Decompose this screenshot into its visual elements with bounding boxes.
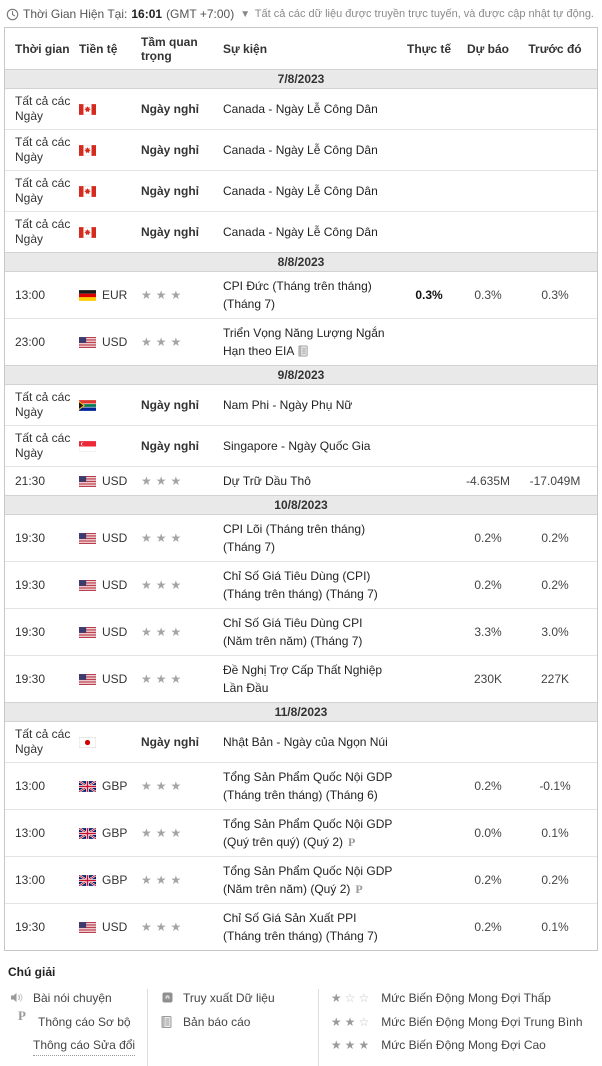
legend-item-speech	[10, 991, 137, 1007]
event-time: 13:00	[15, 287, 46, 302]
us-flag-icon	[79, 674, 96, 685]
legend-item-medium-volatility	[331, 1015, 584, 1031]
actual-value: 0.3%	[415, 288, 443, 302]
previous-value: 0.2%	[541, 578, 569, 592]
forecast-value: -4.635M	[465, 474, 511, 488]
event-currency-cell	[79, 873, 141, 887]
event-row	[5, 515, 597, 561]
event-importance	[141, 474, 223, 488]
event-cell	[223, 567, 401, 603]
preliminary-icon: P	[18, 1007, 26, 1023]
importance-stars-icon: ★★★	[141, 920, 186, 934]
event-row	[5, 762, 597, 809]
event-currency-cell	[79, 737, 141, 748]
previous-value: 0.2%	[541, 531, 569, 545]
currency-code: USD	[102, 335, 128, 349]
col-header-currency: Tiền tệ	[79, 42, 118, 56]
event-importance	[141, 531, 223, 545]
table-header-row	[5, 28, 597, 69]
table-body	[5, 69, 597, 950]
us-flag-icon	[79, 476, 96, 487]
event-time: 19:30	[15, 577, 46, 592]
timezone-label: (GMT +7:00)	[166, 7, 235, 21]
legend-label: Bài nói chuyện	[33, 991, 112, 1005]
event-row	[5, 856, 597, 903]
legend-item-high-volatility	[331, 1038, 584, 1054]
event-importance	[141, 184, 223, 198]
event-time: Tất cả các Ngày	[15, 176, 71, 205]
event-currency-cell	[79, 578, 141, 592]
event-name[interactable]: Nam Phi - Ngày Phụ Nữ	[223, 398, 353, 412]
event-importance	[141, 143, 223, 157]
three-star-icon: ★★★	[330, 1038, 373, 1053]
event-importance	[141, 439, 223, 453]
forecast-value: 0.2%	[474, 779, 502, 793]
event-row	[5, 211, 597, 252]
economic-calendar-table	[4, 27, 598, 951]
current-time-label: Thời Gian Hiện Tại:	[23, 7, 128, 21]
one-star-icon: ★☆☆	[330, 991, 373, 1005]
event-currency-cell	[79, 186, 141, 197]
event-row	[5, 608, 597, 655]
forecast-value: 0.2%	[474, 920, 502, 934]
currency-code: USD	[102, 920, 128, 934]
event-importance	[141, 625, 223, 639]
importance-stars-icon: ★★★	[141, 873, 186, 887]
currency-code: GBP	[102, 779, 128, 793]
previous-value: 0.1%	[541, 826, 569, 840]
event-cell	[223, 614, 401, 650]
speaker-icon	[10, 991, 24, 1003]
importance-stars-icon: ★★★	[141, 531, 186, 545]
legend-item-data-retrieval	[160, 991, 308, 1007]
event-name[interactable]: Nhật Bản - Ngày của Ngọn Núi	[223, 735, 388, 749]
forecast-value: 0.2%	[474, 873, 502, 887]
data-status-text: Tất cả các dữ liệu được truyền trực tuyến, và được cập nhật tự động.	[254, 8, 594, 20]
event-importance	[141, 102, 223, 116]
event-cell	[223, 472, 401, 490]
event-importance	[141, 225, 223, 239]
holiday-label: Ngày nghỉ	[141, 439, 200, 453]
event-time: 19:30	[15, 624, 46, 639]
col-header-actual: Thực tế	[406, 42, 452, 56]
event-currency-cell	[79, 826, 141, 840]
legend-label: Mức Biến Động Mong Đợi Trung Bình	[381, 1014, 583, 1029]
event-currency-cell	[79, 400, 141, 411]
event-row	[5, 89, 597, 129]
legend	[8, 965, 594, 1066]
event-row	[5, 809, 597, 856]
event-time: Tất cả các Ngày	[15, 431, 71, 460]
legend-title: Chú giải	[8, 965, 56, 979]
previous-value: 227K	[540, 672, 570, 686]
event-currency-cell	[79, 474, 141, 488]
event-name[interactable]: Chỉ Số Giá Tiêu Dùng (CPI) (Tháng trên tháng) (Tháng 7)	[223, 569, 378, 601]
event-name[interactable]: Canada - Ngày Lễ Công Dân	[223, 102, 378, 116]
event-currency-cell	[79, 672, 141, 686]
event-importance	[141, 735, 223, 749]
importance-stars-icon: ★★★	[141, 288, 186, 302]
event-cell	[223, 520, 401, 556]
event-importance	[141, 335, 223, 349]
importance-stars-icon: ★★★	[141, 578, 186, 592]
event-currency-cell	[79, 335, 141, 349]
event-name[interactable]: Canada - Ngày Lễ Công Dân	[223, 225, 378, 239]
importance-stars-icon: ★★★	[141, 672, 186, 686]
event-time: 13:00	[15, 872, 46, 887]
importance-stars-icon: ★★★	[141, 625, 186, 639]
event-time: Tất cả các Ngày	[15, 727, 71, 756]
event-currency-cell	[79, 227, 141, 238]
legend-label: Mức Biến Động Mong Đợi Thấp	[381, 991, 551, 1005]
holiday-label: Ngày nghỉ	[141, 184, 200, 198]
event-cell	[223, 100, 401, 118]
event-time: Tất cả các Ngày	[15, 390, 71, 419]
col-header-importance: Tầm quan trọng	[141, 35, 198, 63]
current-time-selector[interactable]	[6, 7, 250, 21]
south-africa-flag-icon	[79, 400, 96, 411]
forecast-value: 0.0%	[474, 826, 502, 840]
event-name[interactable]: Đề Nghị Trợ Cấp Thất Nghiệp Lần Đầu	[223, 663, 383, 695]
event-name[interactable]: Tổng Sản Phẩm Quốc Nội GDP (Tháng trên tháng) (Tháng 6)	[223, 770, 393, 802]
chevron-down-icon[interactable]: ▼	[240, 8, 251, 20]
event-cell	[223, 733, 401, 751]
event-row	[5, 385, 597, 425]
previous-value: 3.0%	[541, 625, 569, 639]
event-currency-cell	[79, 145, 141, 156]
legend-item-report	[160, 1015, 308, 1031]
us-flag-icon	[79, 533, 96, 544]
event-importance	[141, 873, 223, 887]
currency-code: USD	[102, 474, 128, 488]
uk-flag-icon	[79, 875, 96, 886]
canada-flag-icon	[79, 227, 96, 238]
legend-item-preliminary	[10, 1007, 137, 1031]
currency-code: USD	[102, 578, 128, 592]
event-currency-cell	[79, 779, 141, 793]
importance-stars-icon: ★★★	[141, 826, 186, 840]
event-row	[5, 722, 597, 762]
us-flag-icon	[79, 337, 96, 348]
holiday-label: Ngày nghỉ	[141, 143, 200, 157]
topbar	[0, 0, 602, 25]
date-header-row: 11/8/2023	[5, 702, 597, 722]
importance-stars-icon: ★★★	[141, 335, 186, 349]
event-time: 13:00	[15, 825, 46, 840]
event-name[interactable]: Chỉ Số Giá Sản Xuất PPI (Tháng trên tháng) (Tháng 7)	[223, 911, 378, 943]
forecast-value: 0.2%	[474, 531, 502, 545]
legend-label: Truy xuất Dữ liệu	[183, 991, 275, 1005]
previous-value: 0.3%	[541, 288, 569, 302]
date-header-row: 8/8/2023	[5, 252, 597, 272]
currency-code: EUR	[102, 288, 128, 302]
legend-label: Thông cáo Sửa đổi	[33, 1038, 135, 1056]
event-time: 13:00	[15, 778, 46, 793]
event-currency-cell	[79, 288, 141, 302]
current-time-value: 16:01	[131, 7, 163, 21]
uk-flag-icon	[79, 828, 96, 839]
event-cell	[223, 277, 401, 313]
event-time: 19:30	[15, 530, 46, 545]
event-name[interactable]: Triển Vọng Năng Lượng Ngắn Hạn theo EIA	[223, 326, 385, 358]
legend-label: Thông cáo Sơ bộ	[38, 1014, 131, 1029]
event-importance	[141, 398, 223, 412]
currency-code: GBP	[102, 826, 128, 840]
legend-item-revised	[33, 1038, 137, 1056]
legend-label: Mức Biến Động Mong Đợi Cao	[381, 1038, 546, 1053]
event-row	[5, 425, 597, 466]
canada-flag-icon	[79, 186, 96, 197]
importance-stars-icon: ★★★	[141, 474, 186, 488]
event-currency-cell	[79, 531, 141, 545]
event-name[interactable]: Chỉ Số Giá Tiêu Dùng CPI (Năm trên năm) (Tháng 7)	[223, 616, 363, 648]
event-time: Tất cả các Ngày	[15, 217, 71, 246]
event-row	[5, 466, 597, 495]
event-importance	[141, 578, 223, 592]
event-currency-cell	[79, 441, 141, 452]
event-row	[5, 903, 597, 950]
holiday-label: Ngày nghỉ	[141, 102, 200, 116]
preliminary-icon: P	[348, 835, 356, 849]
event-cell	[223, 141, 401, 159]
holiday-label: Ngày nghỉ	[141, 735, 200, 749]
event-importance	[141, 779, 223, 793]
previous-value: -0.1%	[539, 779, 571, 793]
holiday-label: Ngày nghỉ	[141, 225, 200, 239]
forecast-value: 0.2%	[474, 578, 502, 592]
event-importance	[141, 920, 223, 934]
event-cell	[223, 768, 401, 804]
event-cell	[223, 182, 401, 200]
holiday-label: Ngày nghỉ	[141, 398, 200, 412]
forecast-value: 3.3%	[474, 625, 502, 639]
report-icon[interactable]	[298, 345, 309, 357]
preliminary-icon: P	[355, 882, 363, 896]
japan-flag-icon	[79, 737, 96, 748]
report-icon	[160, 1015, 174, 1028]
event-name[interactable]: CPI Lõi (Tháng trên tháng) (Tháng 7)	[223, 522, 366, 554]
legend-label: Bản báo cáo	[183, 1014, 251, 1029]
us-flag-icon	[79, 627, 96, 638]
legend-column-1	[8, 989, 147, 1066]
event-currency-cell	[79, 920, 141, 934]
event-time: Tất cả các Ngày	[15, 94, 71, 123]
importance-stars-icon: ★★★	[141, 779, 186, 793]
data-retrieval-icon	[160, 991, 174, 1003]
event-row	[5, 129, 597, 170]
us-flag-icon	[79, 922, 96, 933]
uk-flag-icon	[79, 781, 96, 792]
currency-code: USD	[102, 625, 128, 639]
clock-icon	[6, 8, 19, 21]
canada-flag-icon	[79, 104, 96, 115]
event-name[interactable]: Dự Trữ Dầu Thô	[223, 474, 311, 488]
event-importance	[141, 288, 223, 302]
currency-code: GBP	[102, 873, 128, 887]
event-name[interactable]: Singapore - Ngày Quốc Gia	[223, 439, 371, 453]
event-importance	[141, 826, 223, 840]
event-cell	[223, 437, 401, 455]
date-header-row: 7/8/2023	[5, 69, 597, 89]
event-cell	[223, 815, 401, 851]
singapore-flag-icon	[79, 441, 96, 452]
event-time: 21:30	[15, 473, 46, 488]
canada-flag-icon	[79, 145, 96, 156]
event-name[interactable]: Canada - Ngày Lễ Công Dân	[223, 143, 378, 157]
event-row	[5, 170, 597, 211]
legend-column-2	[147, 989, 318, 1066]
previous-value: 0.1%	[541, 920, 569, 934]
legend-column-3	[318, 989, 594, 1066]
currency-code: USD	[102, 672, 128, 686]
event-cell	[223, 862, 401, 898]
legend-item-low-volatility	[331, 991, 584, 1007]
event-name[interactable]: Canada - Ngày Lễ Công Dân	[223, 184, 378, 198]
event-time: 23:00	[15, 334, 46, 349]
event-row	[5, 655, 597, 702]
col-header-forecast: Dự báo	[466, 42, 510, 56]
event-currency-cell	[79, 625, 141, 639]
event-name[interactable]: CPI Đức (Tháng trên tháng) (Tháng 7)	[223, 279, 372, 311]
us-flag-icon	[79, 580, 96, 591]
event-row	[5, 318, 597, 365]
previous-value: 0.2%	[541, 873, 569, 887]
event-time: 19:30	[15, 671, 46, 686]
germany-flag-icon	[79, 290, 96, 301]
currency-code: USD	[102, 531, 128, 545]
event-cell	[223, 223, 401, 241]
event-row	[5, 561, 597, 608]
event-cell	[223, 661, 401, 697]
event-currency-cell	[79, 104, 141, 115]
event-row	[5, 272, 597, 318]
event-cell	[223, 324, 401, 360]
event-name[interactable]: Tổng Sản Phẩm Quốc Nội GDP (Quý trên quý) (Quý 2)	[223, 817, 393, 849]
two-star-icon: ★★☆	[330, 1014, 373, 1029]
forecast-value: 230K	[473, 672, 503, 686]
col-header-event: Sự kiện	[223, 42, 268, 56]
event-time: 19:30	[15, 919, 46, 934]
event-cell	[223, 396, 401, 414]
col-header-previous: Trước đó	[528, 42, 582, 56]
date-header-row: 9/8/2023	[5, 365, 597, 385]
event-name[interactable]: Tổng Sản Phẩm Quốc Nội GDP (Năm trên năm) (Quý 2)	[223, 864, 393, 896]
event-cell	[223, 909, 401, 945]
forecast-value: 0.3%	[474, 288, 502, 302]
previous-value: -17.049M	[529, 474, 581, 488]
event-time: Tất cả các Ngày	[15, 135, 71, 164]
event-importance	[141, 672, 223, 686]
col-header-time: Thời gian	[15, 42, 70, 56]
date-header-row: 10/8/2023	[5, 495, 597, 515]
